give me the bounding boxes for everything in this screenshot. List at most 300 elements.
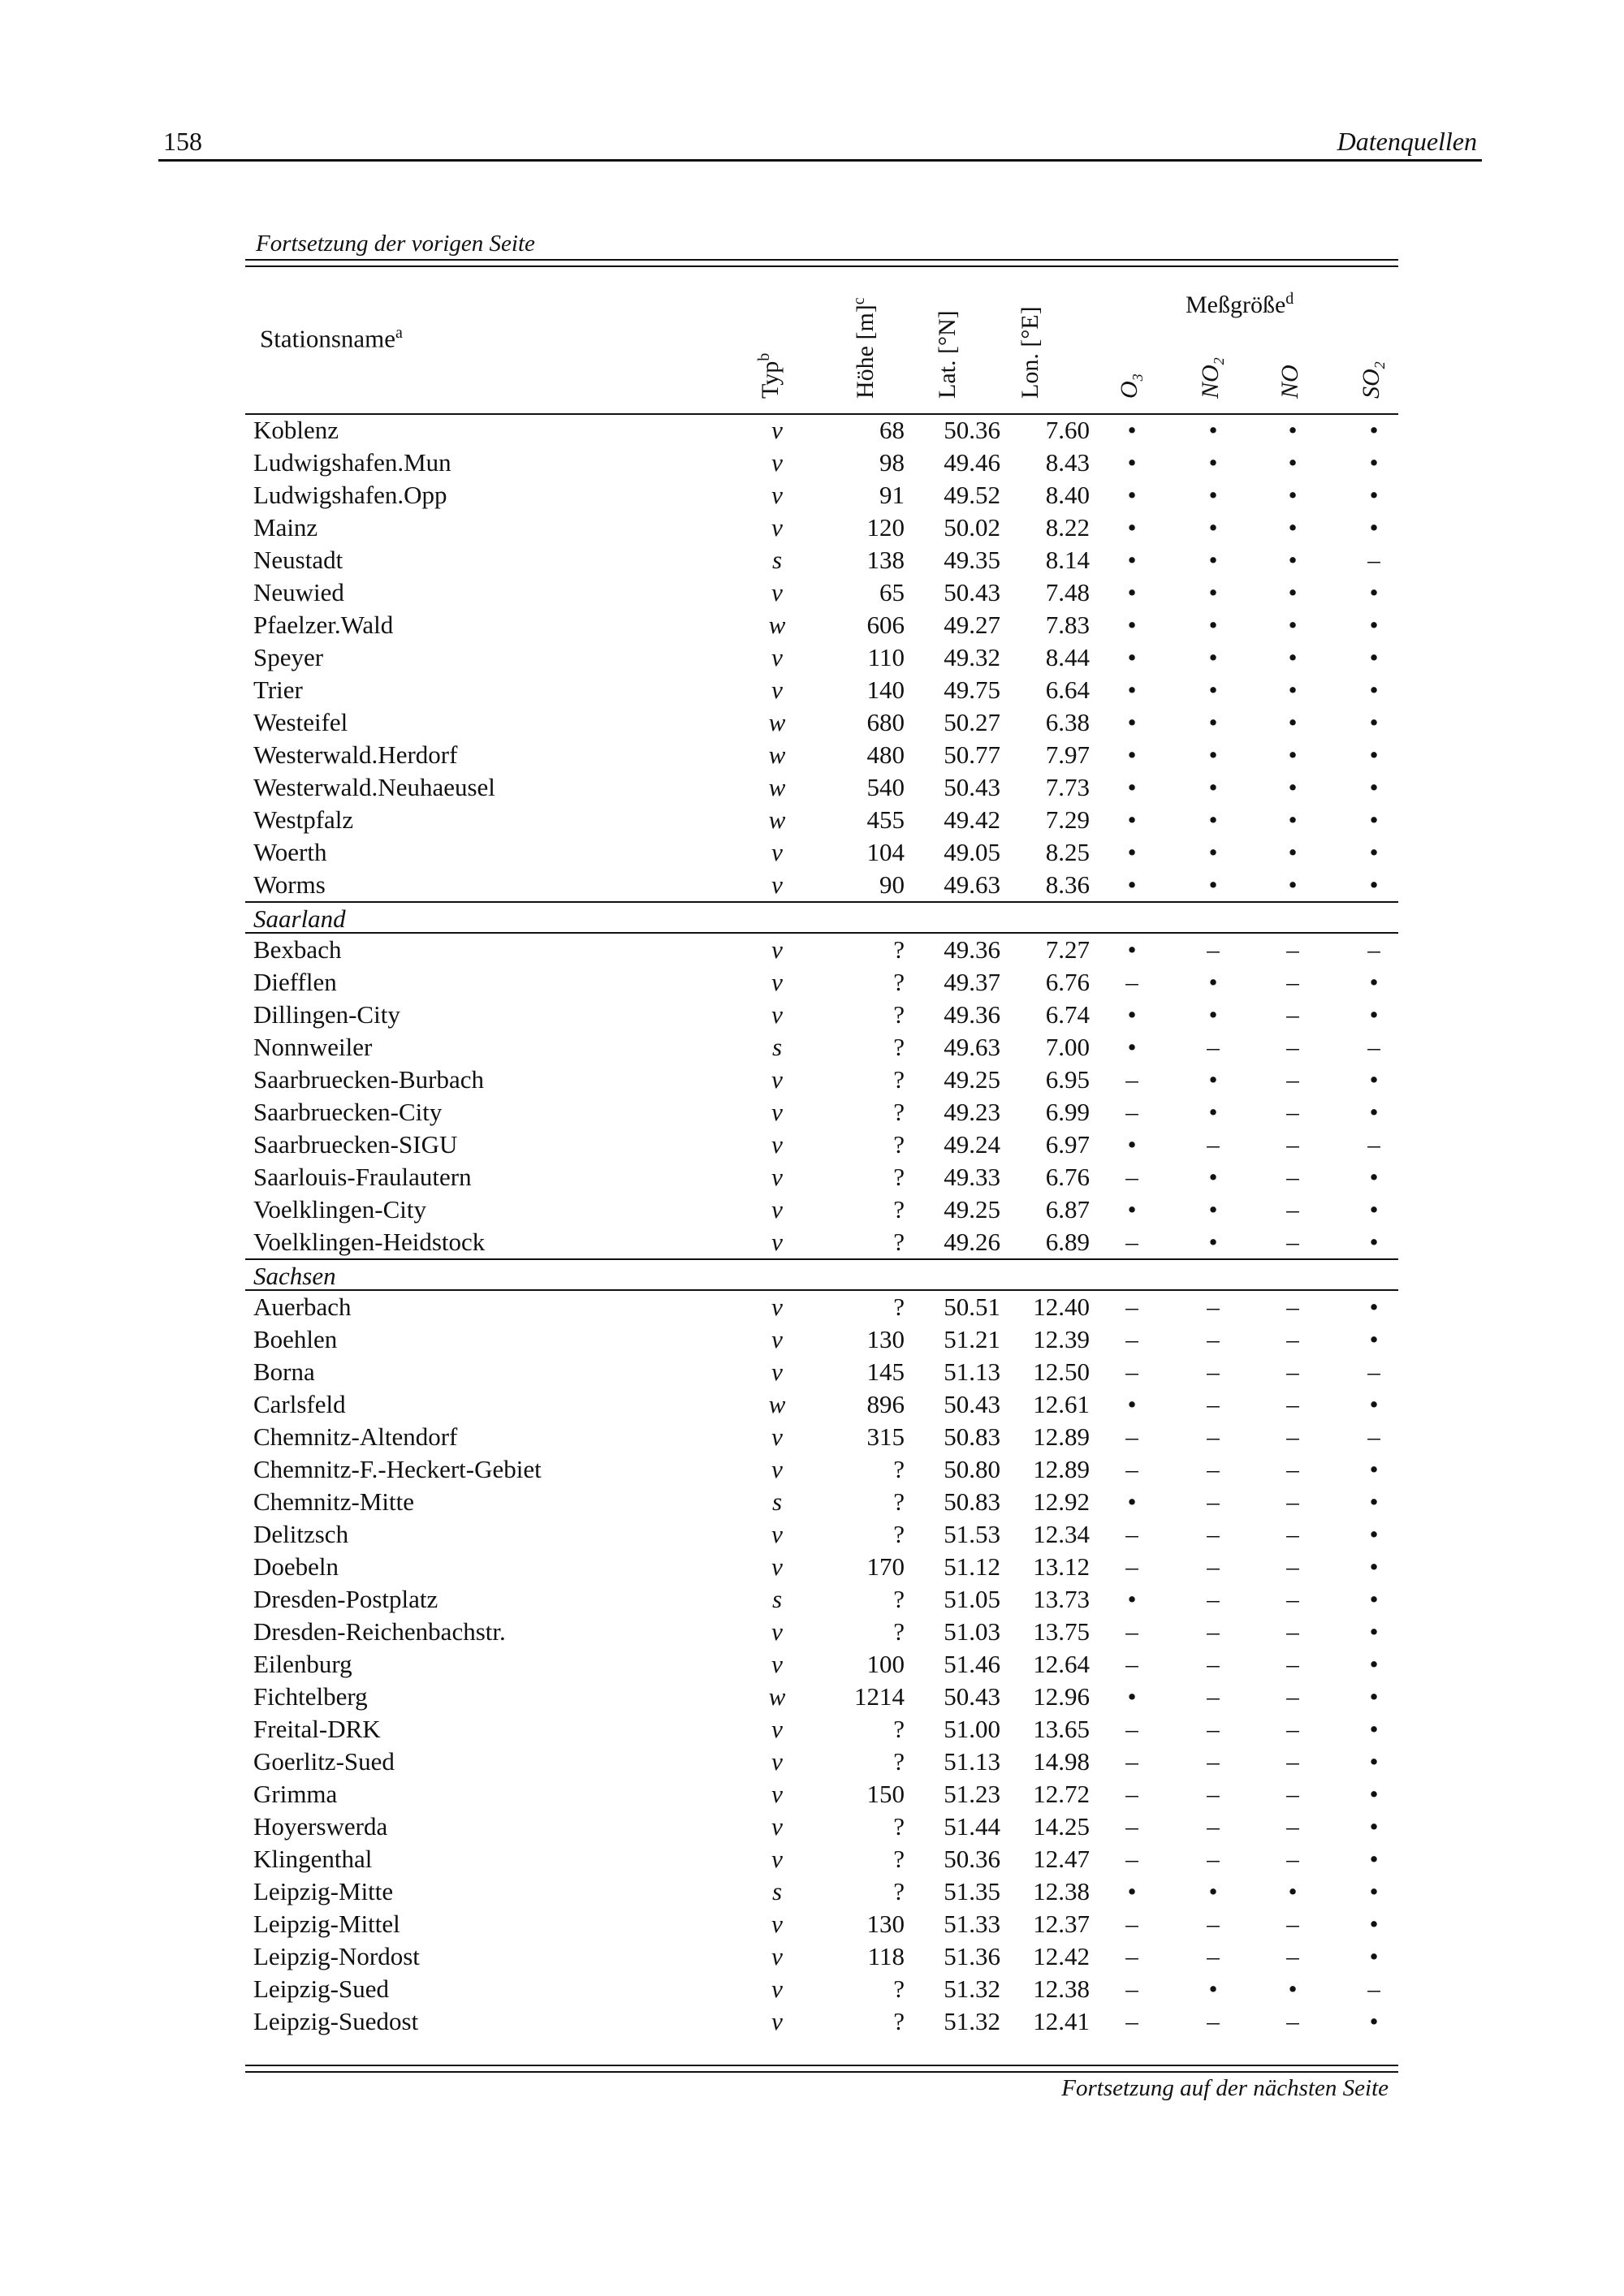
o3-cell: •: [1127, 838, 1137, 866]
no-cell: •: [1288, 448, 1298, 477]
no2-cell: –: [1207, 1390, 1220, 1418]
lat-cell: 49.63: [944, 870, 1000, 899]
no2-cell: –: [1207, 1812, 1220, 1841]
section-name: Saarland: [253, 904, 346, 933]
continued-on-next: Fortsetzung auf der nächsten Seite: [1061, 2075, 1389, 2101]
lat-cell: 49.25: [944, 1065, 1000, 1094]
no2-cell: •: [1208, 643, 1218, 671]
typ-cell: v: [771, 1000, 783, 1029]
o3-cell: –: [1125, 1715, 1138, 1743]
no2-cell: •: [1208, 1163, 1218, 1191]
typ-cell: v: [771, 1552, 783, 1581]
no-cell: –: [1286, 1000, 1299, 1029]
lon-cell: 12.96: [1033, 1682, 1090, 1711]
no2-cell: •: [1208, 416, 1218, 444]
so2-cell: •: [1369, 708, 1379, 736]
no2-cell: –: [1207, 1650, 1220, 1678]
no-cell: •: [1288, 643, 1298, 671]
table-row: [245, 1875, 1398, 1908]
o3-cell: •: [1127, 643, 1137, 671]
typ-cell: w: [768, 1682, 786, 1711]
no2-cell: •: [1208, 675, 1218, 704]
hoehe-cell: ?: [893, 1877, 905, 1905]
no2-cell: •: [1208, 1098, 1218, 1126]
typ-cell: v: [771, 2007, 783, 2035]
o3-cell: •: [1127, 870, 1137, 899]
no2-cell: –: [1207, 1455, 1220, 1483]
lon-cell: 8.14: [1045, 546, 1090, 574]
no-cell: •: [1288, 1974, 1298, 2003]
lat-cell: 49.52: [944, 481, 1000, 509]
lat-cell: 51.33: [944, 1910, 1000, 1938]
station-name-cell: Voelklingen-City: [253, 1195, 426, 1224]
o3-cell: –: [1125, 1780, 1138, 1808]
so2-cell: •: [1369, 1195, 1379, 1224]
lon-cell: 6.89: [1045, 1228, 1090, 1256]
no-cell: –: [1286, 1520, 1299, 1548]
station-name-cell: Hoyerswerda: [253, 1812, 388, 1841]
station-name-cell: Chemnitz-Mitte: [253, 1487, 415, 1516]
typ-cell: v: [771, 1520, 783, 1548]
station-name-cell: Bexbach: [253, 935, 342, 964]
lat-cell: 51.32: [944, 1974, 1000, 2003]
table-row: [245, 706, 1398, 739]
station-name-cell: Trier: [253, 675, 303, 704]
table-column-header: [245, 267, 1398, 415]
so2-cell: •: [1369, 838, 1379, 866]
table-row: [245, 479, 1398, 511]
hoehe-cell: ?: [893, 935, 905, 964]
typ-cell: w: [768, 740, 786, 769]
lon-cell: 8.22: [1045, 513, 1090, 542]
lon-cell: 6.64: [1045, 675, 1090, 704]
lat-cell: 49.24: [944, 1130, 1000, 1159]
station-name-cell: Pfaelzer.Wald: [253, 611, 394, 639]
lat-cell: 49.27: [944, 611, 1000, 639]
lat-cell: 50.83: [944, 1487, 1000, 1516]
page-header: [158, 122, 1482, 162]
o3-cell: –: [1125, 1357, 1138, 1386]
lat-cell: 50.02: [944, 513, 1000, 542]
so2-cell: •: [1369, 1000, 1379, 1029]
lon-cell: 12.41: [1033, 2007, 1090, 2035]
so2-cell: •: [1369, 805, 1379, 834]
table-row: [245, 1226, 1398, 1258]
table-row: [245, 1648, 1398, 1681]
o3-cell: –: [1125, 1228, 1138, 1256]
o3-cell: •: [1127, 578, 1137, 606]
so2-cell: •: [1369, 1780, 1379, 1808]
lat-cell: 51.44: [944, 1812, 1000, 1841]
no-cell: –: [1286, 1163, 1299, 1191]
typ-cell: w: [768, 773, 786, 801]
o3-cell: –: [1125, 1455, 1138, 1483]
lat-cell: 51.03: [944, 1617, 1000, 1646]
station-name-cell: Leipzig-Suedost: [253, 2007, 419, 2035]
hoehe-cell: ?: [893, 1065, 905, 1094]
no-cell: –: [1286, 1650, 1299, 1678]
table-row: [245, 1193, 1398, 1226]
typ-cell: v: [771, 1422, 783, 1451]
no2-cell: –: [1207, 1552, 1220, 1581]
so2-cell: •: [1369, 1293, 1379, 1321]
no-cell: –: [1286, 1422, 1299, 1451]
no-cell: –: [1286, 1098, 1299, 1126]
no-cell: –: [1286, 1552, 1299, 1581]
no2-cell: •: [1208, 805, 1218, 834]
no2-cell: •: [1208, 1228, 1218, 1256]
hoehe-cell: 130: [866, 1325, 905, 1353]
typ-cell: v: [771, 675, 783, 704]
station-name-cell: Chemnitz-F.-Heckert-Gebiet: [253, 1455, 542, 1483]
table-row: [245, 1031, 1398, 1064]
typ-cell: v: [771, 1780, 783, 1808]
col-lon: Lon. [°E]: [1017, 306, 1043, 399]
station-name-cell: Leipzig-Nordost: [253, 1942, 420, 1970]
station-name-cell: Ludwigshafen.Mun: [253, 448, 451, 477]
lon-cell: 12.34: [1033, 1520, 1090, 1548]
so2-cell: •: [1369, 1715, 1379, 1743]
table-row: [245, 771, 1398, 804]
lat-cell: 49.63: [944, 1033, 1000, 1061]
station-name-cell: Fichtelberg: [253, 1682, 368, 1711]
table-row: [245, 804, 1398, 836]
no2-cell: –: [1207, 1617, 1220, 1646]
so2-cell: •: [1369, 448, 1379, 477]
lat-cell: 50.83: [944, 1422, 1000, 1451]
station-name-cell: Leipzig-Mitte: [253, 1877, 394, 1905]
o3-cell: –: [1125, 1910, 1138, 1938]
typ-cell: s: [771, 1033, 783, 1061]
no2-cell: –: [1207, 1845, 1220, 1873]
station-name-cell: Woerth: [253, 838, 327, 866]
lon-cell: 7.97: [1045, 740, 1090, 769]
table-row: [245, 1713, 1398, 1746]
hoehe-cell: 150: [866, 1780, 905, 1808]
hoehe-cell: 98: [879, 448, 905, 477]
table-row: [245, 869, 1398, 901]
lat-cell: 49.23: [944, 1098, 1000, 1126]
table-row: [245, 1388, 1398, 1421]
o3-cell: •: [1127, 708, 1137, 736]
o3-cell: •: [1127, 1585, 1137, 1613]
table-row: [245, 1486, 1398, 1518]
hoehe-cell: 91: [879, 481, 905, 509]
so2-cell: •: [1369, 675, 1379, 704]
lon-cell: 12.39: [1033, 1325, 1090, 1353]
lat-cell: 49.32: [944, 643, 1000, 671]
o3-cell: –: [1125, 1942, 1138, 1970]
so2-cell: •: [1369, 1455, 1379, 1483]
typ-cell: w: [768, 805, 786, 834]
lon-cell: 7.83: [1045, 611, 1090, 639]
table-row: [245, 1453, 1398, 1486]
typ-cell: v: [771, 1910, 783, 1938]
o3-cell: •: [1127, 740, 1137, 769]
station-name-cell: Westerwald.Herdorf: [253, 740, 458, 769]
lon-cell: 13.12: [1033, 1552, 1090, 1581]
no-cell: •: [1288, 805, 1298, 834]
lat-cell: 50.43: [944, 773, 1000, 801]
no-cell: –: [1286, 1747, 1299, 1776]
col-measured-group: Meßgröße$^d$: [1186, 290, 1294, 318]
table-row: [245, 1843, 1398, 1875]
no-cell: –: [1286, 1293, 1299, 1321]
lon-cell: 7.00: [1045, 1033, 1090, 1061]
typ-cell: s: [771, 1877, 783, 1905]
o3-cell: –: [1125, 1520, 1138, 1548]
lon-cell: 12.38: [1033, 1974, 1090, 2003]
station-name-cell: Ludwigshafen.Opp: [253, 481, 447, 509]
so2-cell: •: [1369, 1747, 1379, 1776]
lon-cell: 13.75: [1033, 1617, 1090, 1646]
table-row: [245, 836, 1398, 869]
typ-cell: v: [771, 578, 783, 606]
no-cell: –: [1286, 935, 1299, 964]
no2-cell: –: [1207, 1715, 1220, 1743]
section-header: [245, 1258, 1398, 1291]
hoehe-cell: 315: [866, 1422, 905, 1451]
no-cell: –: [1286, 1845, 1299, 1873]
lat-cell: 49.26: [944, 1228, 1000, 1256]
station-name-cell: Chemnitz-Altendorf: [253, 1422, 458, 1451]
station-name-cell: Eilenburg: [253, 1650, 352, 1678]
so2-cell: –: [1367, 1130, 1380, 1159]
hoehe-cell: ?: [893, 1195, 905, 1224]
lon-cell: 12.40: [1033, 1293, 1090, 1321]
lon-cell: 12.47: [1033, 1845, 1090, 1873]
hoehe-cell: ?: [893, 2007, 905, 2035]
lon-cell: 7.27: [1045, 935, 1090, 964]
hoehe-cell: 540: [866, 773, 905, 801]
lon-cell: 6.87: [1045, 1195, 1090, 1224]
o3-cell: •: [1127, 1033, 1137, 1061]
no-cell: –: [1286, 1390, 1299, 1418]
lon-cell: 6.97: [1045, 1130, 1090, 1159]
lon-cell: 6.95: [1045, 1065, 1090, 1094]
lon-cell: 14.98: [1033, 1747, 1090, 1776]
so2-cell: •: [1369, 870, 1379, 899]
hoehe-cell: ?: [893, 1130, 905, 1159]
o3-cell: •: [1127, 1877, 1137, 1905]
no2-cell: •: [1208, 1195, 1218, 1224]
table-row: [245, 1551, 1398, 1583]
o3-cell: –: [1125, 1650, 1138, 1678]
typ-cell: v: [771, 1650, 783, 1678]
o3-cell: –: [1125, 1163, 1138, 1191]
lon-cell: 12.89: [1033, 1455, 1090, 1483]
typ-cell: v: [771, 643, 783, 671]
station-table-body: [245, 414, 1398, 2038]
o3-cell: •: [1127, 448, 1137, 477]
o3-cell: •: [1127, 1000, 1137, 1029]
col-typ: Typ$^b$: [755, 352, 784, 399]
col-o3: $O_3$: [1116, 373, 1146, 399]
table-row: [245, 1096, 1398, 1129]
so2-cell: •: [1369, 578, 1379, 606]
hoehe-cell: 170: [866, 1552, 905, 1581]
no-cell: •: [1288, 675, 1298, 704]
lon-cell: 12.42: [1033, 1942, 1090, 1970]
page-number: 158: [163, 127, 202, 156]
o3-cell: •: [1127, 546, 1137, 574]
o3-cell: •: [1127, 805, 1137, 834]
station-name-cell: Speyer: [253, 643, 324, 671]
no2-cell: –: [1207, 1357, 1220, 1386]
lon-cell: 7.60: [1045, 416, 1090, 444]
hoehe-cell: 138: [866, 546, 905, 574]
hoehe-cell: ?: [893, 1585, 905, 1613]
lat-cell: 51.00: [944, 1715, 1000, 1743]
col-no: NO: [1276, 365, 1303, 399]
table-row: [245, 1746, 1398, 1778]
no-cell: –: [1286, 1033, 1299, 1061]
table-row: [245, 739, 1398, 771]
o3-cell: •: [1127, 935, 1137, 964]
so2-cell: •: [1369, 1682, 1379, 1711]
hoehe-cell: ?: [893, 1098, 905, 1126]
so2-cell: •: [1369, 1487, 1379, 1516]
no-cell: •: [1288, 481, 1298, 509]
so2-cell: •: [1369, 1877, 1379, 1905]
o3-cell: –: [1125, 1845, 1138, 1873]
lat-cell: 51.35: [944, 1877, 1000, 1905]
table-row: [245, 1323, 1398, 1356]
typ-cell: w: [768, 1390, 786, 1418]
o3-cell: –: [1125, 1065, 1138, 1094]
station-name-cell: Boehlen: [253, 1325, 338, 1353]
station-name-cell: Diefflen: [253, 968, 337, 996]
hoehe-cell: ?: [893, 1000, 905, 1029]
no2-cell: –: [1207, 1747, 1220, 1776]
station-name-cell: Saarlouis-Fraulautern: [253, 1163, 472, 1191]
typ-cell: v: [771, 513, 783, 542]
table-bottom-rule: [245, 2065, 1398, 2066]
typ-cell: v: [771, 1357, 783, 1386]
hoehe-cell: ?: [893, 1293, 905, 1321]
no2-cell: –: [1207, 935, 1220, 964]
lat-cell: 49.37: [944, 968, 1000, 996]
lon-cell: 12.92: [1033, 1487, 1090, 1516]
no2-cell: •: [1208, 1000, 1218, 1029]
station-name-cell: Dillingen-City: [253, 1000, 400, 1029]
station-name-cell: Saarbruecken-Burbach: [253, 1065, 485, 1094]
typ-cell: v: [771, 416, 783, 444]
so2-cell: •: [1369, 1228, 1379, 1256]
table-row: [245, 966, 1398, 999]
lon-cell: 8.44: [1045, 643, 1090, 671]
so2-cell: •: [1369, 1585, 1379, 1613]
o3-cell: –: [1125, 1617, 1138, 1646]
hoehe-cell: 65: [879, 578, 905, 606]
station-name-cell: Nonnweiler: [253, 1033, 373, 1061]
typ-cell: s: [771, 546, 783, 574]
station-name-cell: Delitzsch: [253, 1520, 349, 1548]
hoehe-cell: ?: [893, 1812, 905, 1841]
no2-cell: –: [1207, 1780, 1220, 1808]
station-name-cell: Grimma: [253, 1780, 338, 1808]
no-cell: •: [1288, 546, 1298, 574]
table-row: [245, 1518, 1398, 1551]
hoehe-cell: ?: [893, 1520, 905, 1548]
typ-cell: v: [771, 481, 783, 509]
hoehe-cell: 104: [866, 838, 905, 866]
lat-cell: 49.33: [944, 1163, 1000, 1191]
station-name-cell: Carlsfeld: [253, 1390, 346, 1418]
no-cell: •: [1288, 708, 1298, 736]
o3-cell: •: [1127, 481, 1137, 509]
no2-cell: •: [1208, 546, 1218, 574]
hoehe-cell: 145: [866, 1357, 905, 1386]
station-name-cell: Dresden-Reichenbachstr.: [253, 1617, 506, 1646]
table-row: [245, 1616, 1398, 1648]
lon-cell: 6.76: [1045, 1163, 1090, 1191]
o3-cell: •: [1127, 611, 1137, 639]
no-cell: –: [1286, 1455, 1299, 1483]
typ-cell: v: [771, 1617, 783, 1646]
so2-cell: •: [1369, 2007, 1379, 2035]
table-row: [245, 1810, 1398, 1843]
lon-cell: 8.40: [1045, 481, 1090, 509]
table-row: [245, 2005, 1398, 2038]
o3-cell: –: [1125, 1098, 1138, 1126]
hoehe-cell: ?: [893, 1845, 905, 1873]
typ-cell: w: [768, 708, 786, 736]
table-row: [245, 1973, 1398, 2005]
hoehe-cell: ?: [893, 1228, 905, 1256]
no-cell: •: [1288, 513, 1298, 542]
no2-cell: –: [1207, 1422, 1220, 1451]
lon-cell: 6.99: [1045, 1098, 1090, 1126]
lon-cell: 12.64: [1033, 1650, 1090, 1678]
no-cell: –: [1286, 1585, 1299, 1613]
no-cell: •: [1288, 1877, 1298, 1905]
o3-cell: –: [1125, 1422, 1138, 1451]
hoehe-cell: 606: [866, 611, 905, 639]
no2-cell: •: [1208, 448, 1218, 477]
typ-cell: s: [771, 1585, 783, 1613]
lat-cell: 51.13: [944, 1357, 1000, 1386]
station-name-cell: Freital-DRK: [253, 1715, 381, 1743]
station-name-cell: Westerwald.Neuhaeusel: [253, 773, 495, 801]
col-lat: Lat. [°N]: [934, 310, 961, 399]
station-name-cell: Voelklingen-Heidstock: [253, 1228, 486, 1256]
table-row: [245, 1583, 1398, 1616]
so2-cell: •: [1369, 1325, 1379, 1353]
station-name-cell: Saarbruecken-SIGU: [253, 1130, 458, 1159]
no-cell: –: [1286, 1617, 1299, 1646]
so2-cell: –: [1367, 546, 1380, 574]
lat-cell: 50.43: [944, 1390, 1000, 1418]
o3-cell: –: [1125, 1747, 1138, 1776]
station-name-cell: Goerlitz-Sued: [253, 1747, 395, 1776]
hoehe-cell: ?: [893, 1747, 905, 1776]
station-name-cell: Westpfalz: [253, 805, 354, 834]
table-bottom-rule: [245, 2071, 1398, 2073]
hoehe-cell: ?: [893, 968, 905, 996]
so2-cell: •: [1369, 1650, 1379, 1678]
lat-cell: 50.51: [944, 1293, 1000, 1321]
so2-cell: •: [1369, 1617, 1379, 1646]
typ-cell: v: [771, 1130, 783, 1159]
so2-cell: –: [1367, 1033, 1380, 1061]
typ-cell: v: [771, 1098, 783, 1126]
table-row: [245, 1940, 1398, 1973]
no2-cell: –: [1207, 1487, 1220, 1516]
table-row: [245, 1064, 1398, 1096]
no-cell: –: [1286, 1910, 1299, 1938]
no-cell: –: [1286, 1780, 1299, 1808]
